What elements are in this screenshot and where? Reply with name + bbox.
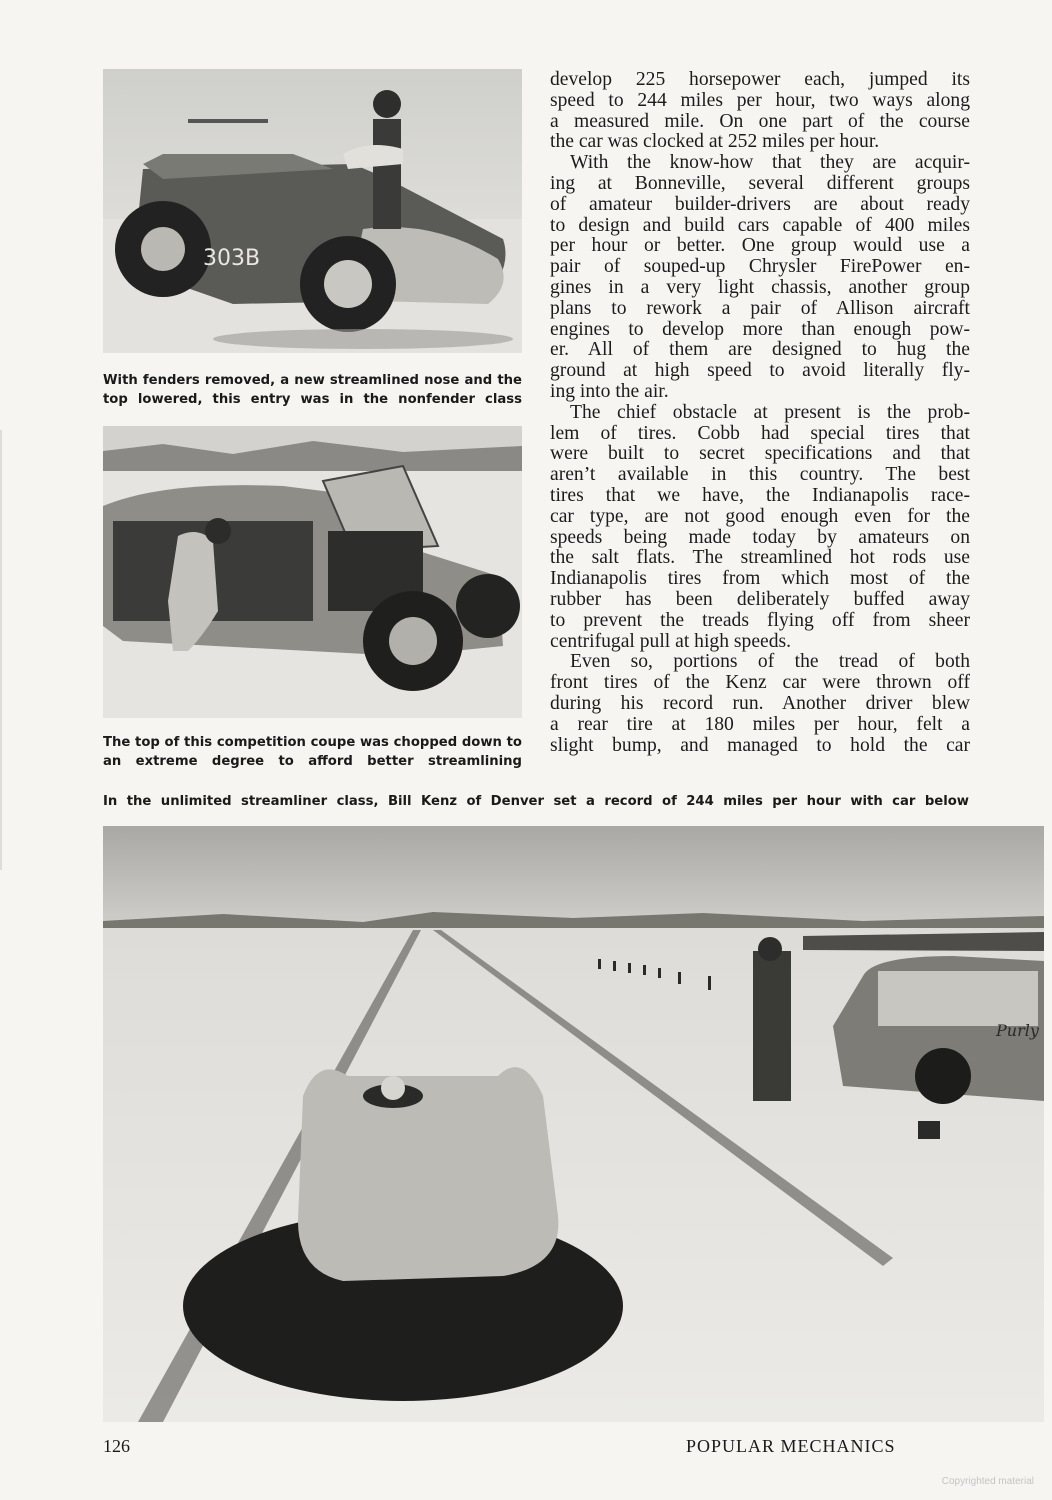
article-line: pair of souped-up Chrysler FirePower en- <box>550 257 970 278</box>
article-line: the car was clocked at 252 miles per hour. <box>550 132 880 153</box>
article-line: rubber has been deliberately buffed away <box>550 589 970 610</box>
article-column <box>550 70 970 756</box>
article-line: per hour or better. One group would use a <box>550 236 970 257</box>
article-line: Even so, portions of the tread of both <box>570 652 970 673</box>
van-lettering-text: Purly <box>996 1021 1039 1040</box>
article-line: slight bump, and managed to hold the car <box>550 735 970 756</box>
article-line: er. All of them are designed to hug the <box>550 340 970 361</box>
photo1-caption: With fenders removed, a new streamlined nose and the top lowered, this entry was in the nonfender class <box>103 373 522 407</box>
article-line: With the know-how that they are acquir- <box>570 153 970 174</box>
magazine-name: POPULAR MECHANICS <box>686 1436 896 1456</box>
article-line: a measured mile. On one part of the course <box>550 111 970 132</box>
article-line: ground at high speed to avoid literally fly- <box>550 361 970 382</box>
article-line: speeds being made today by amateurs on <box>550 527 970 548</box>
article-line: ing into the air. <box>550 381 669 402</box>
photo3-caption: In the unlimited streamliner class, Bill Kenz of Denver set a record of 244 miles per hour with car below <box>103 794 969 809</box>
article-line: engines to develop more than enough pow- <box>550 319 970 340</box>
car-number-text: 303B <box>203 246 261 271</box>
copyright-notice: Copyrighted material <box>941 1476 1034 1487</box>
article-line: during his record run. Another driver blew <box>550 693 970 714</box>
page-number: 126 <box>103 1436 130 1456</box>
article-line: centrifugal pull at high speeds. <box>550 631 792 652</box>
article-line: Indianapolis tires from which most of the <box>550 569 970 590</box>
article-line: front tires of the Kenz car were thrown off <box>550 673 970 694</box>
article-line: The chief obstacle at present is the prob- <box>570 402 970 423</box>
article-line: develop 225 horsepower each, jumped its <box>550 70 970 90</box>
photo-chopped-competition-coupe <box>103 426 522 718</box>
article-line: were built to secret specifications and that <box>550 444 970 465</box>
article-line: to design and build cars capable of 400 miles <box>550 215 970 236</box>
article-line: the salt flats. The streamlined hot rods use <box>550 548 970 569</box>
article-line: to prevent the treads flying off from sheer <box>550 610 970 631</box>
article-line: car type, are not good enough even for the <box>550 506 970 527</box>
article-line: a rear tire at 180 miles per hour, felt a <box>550 714 970 735</box>
article-line: speed to 244 miles per hour, two ways along <box>550 90 970 111</box>
article-line: gines in a very light chassis, another group <box>550 277 970 298</box>
photo-kenz-streamliner <box>103 826 1044 1422</box>
article-line: lem of tires. Cobb had special tires that <box>550 423 970 444</box>
article-line: tires that we have, the Indianapolis race- <box>550 485 970 506</box>
article-line: aren’t available in this country. The best <box>550 465 970 486</box>
photo2-caption: The top of this competition coupe was chopped down to an extreme degree to afford better streamlining <box>103 735 522 769</box>
photo-hot-rod-streamlined-nose <box>103 69 522 353</box>
scan-edge <box>0 430 6 870</box>
article-line: of amateur builder-drivers are about ready <box>550 194 970 215</box>
article-line: ing at Bonneville, several different groups <box>550 173 970 194</box>
article-line: plans to rework a pair of Allison aircraft <box>550 298 970 319</box>
